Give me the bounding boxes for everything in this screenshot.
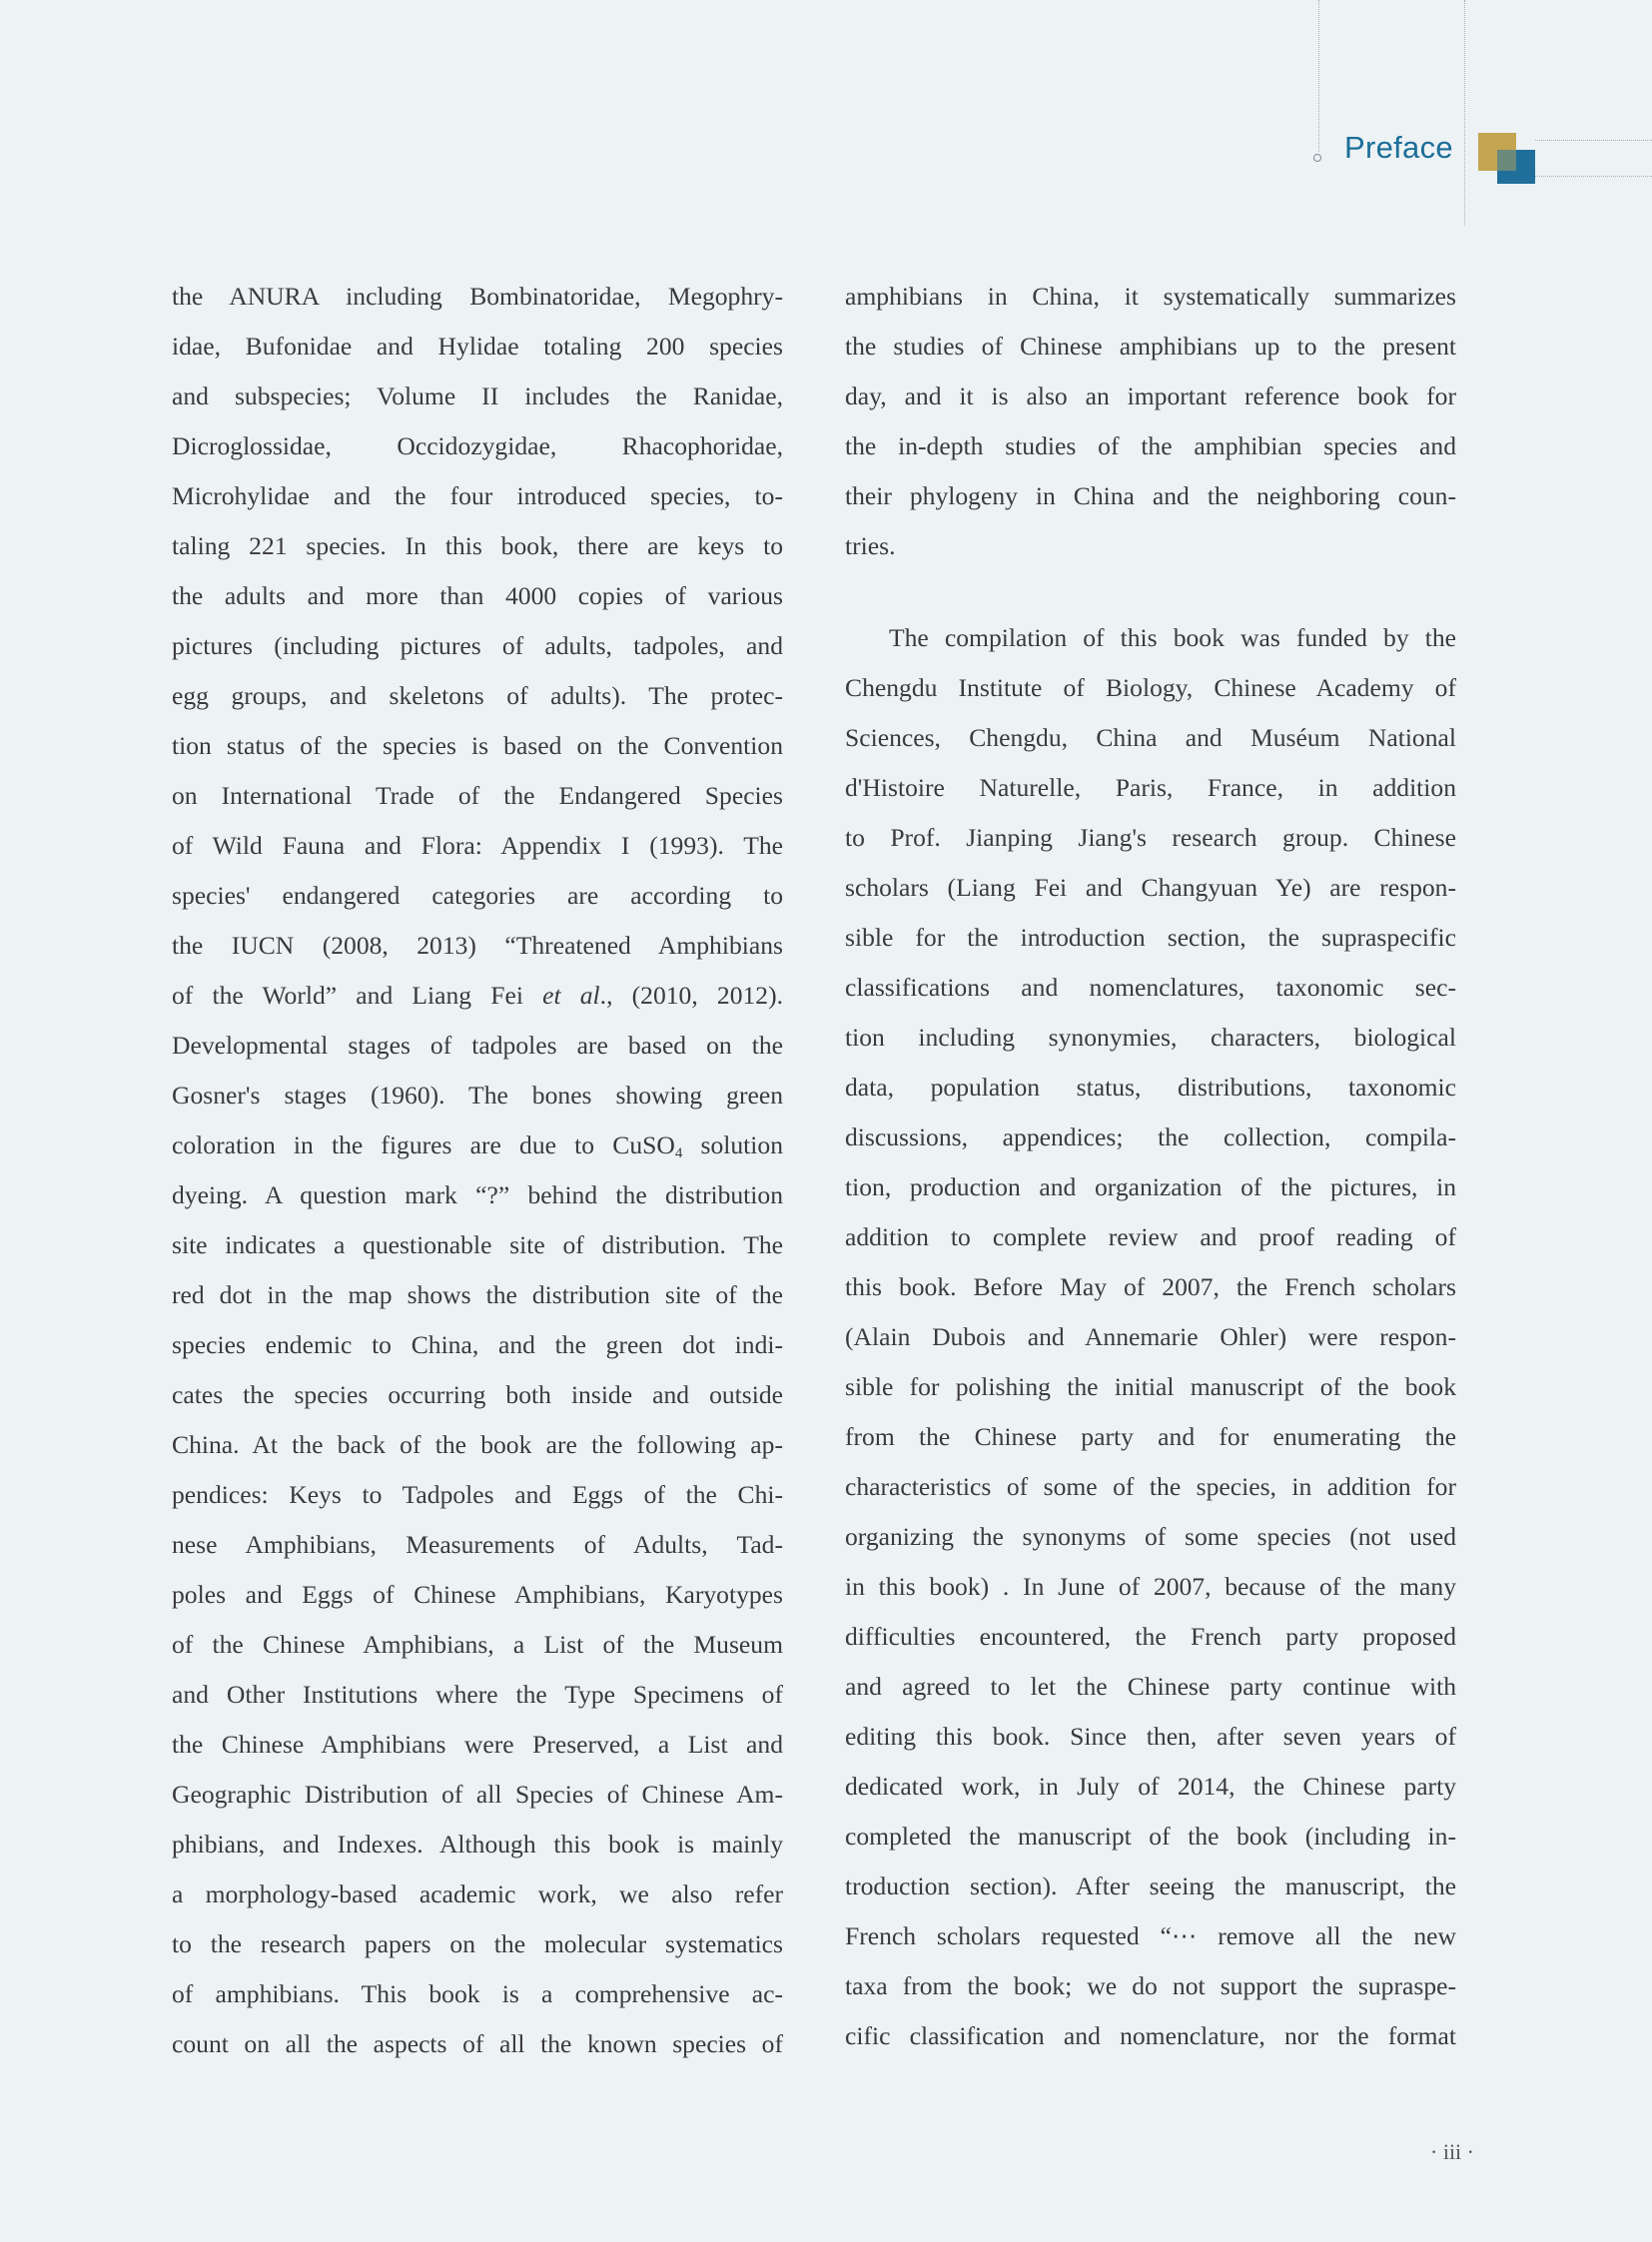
text-line: species endemic to China, and the green dot indi- [172,1330,783,1359]
text-line: data, population status, distributions, taxonomic [845,1073,1456,1102]
header-horizontal-rule-bottom [1535,176,1652,177]
paragraph-funding [845,613,1456,2061]
text-line: amphibians in China, it systematically summarizes [845,282,1456,311]
text-line: difficulties encountered, the French party proposed [845,1622,1456,1651]
text-line: on International Trade of the Endangered Species [172,781,783,810]
text-line: The compilation of this book was funded by the [889,623,1456,652]
text-line: and Other Institutions where the Type Specimens of [172,1680,783,1709]
text-line: their phylogeny in China and the neighboring coun- [845,481,1456,510]
text-line: the Chinese Amphibians were Preserved, a List and [172,1730,783,1759]
header-horizontal-rule-top [1535,140,1652,141]
text-line: of amphibians. This book is a comprehensive ac- [172,1979,783,2008]
text-line: tion including synonymies, characters, biological [845,1023,1456,1052]
text-line: tion status of the species is based on the Convention [172,731,783,760]
text-line: completed the manuscript of the book (including in- [845,1822,1456,1851]
header-vertical-rule-right [1464,0,1465,226]
text-line: egg groups, and skeletons of adults). The protec- [172,681,783,710]
text-line: organizing the synonyms of some species (not used [845,1522,1456,1551]
text-line: French scholars requested “⋯ remove all the new [845,1921,1456,1950]
text-line: and subspecies; Volume II includes the Ranidae, [172,381,783,410]
text-line: dyeing. A question mark “?” behind the distribution [172,1180,783,1209]
text-line: a morphology-based academic work, we also refer [172,1879,783,1908]
text-line: the studies of Chinese amphibians up to the present [845,332,1456,361]
text-line: discussions, appendices; the collection, compila- [845,1122,1456,1151]
text-line: phibians, and Indexes. Although this book is mainly [172,1830,783,1859]
text-line: to Prof. Jianping Jiang's research group. Chinese [845,823,1456,852]
left-text-column [172,272,783,2069]
header-bullet-icon [1313,154,1321,162]
text-line: taling 221 species. In this book, there are keys to [172,531,783,560]
text-line: cates the species occurring both inside and outside [172,1380,783,1409]
text-line: pictures (including pictures of adults, tadpoles, and [172,631,783,660]
right-text-column [845,272,1456,2061]
text-line: poles and Eggs of Chinese Amphibians, Karyotypes [172,1580,783,1609]
text-line: classifications and nomenclatures, taxonomic sec- [845,973,1456,1002]
text-line: sible for polishing the initial manuscript of the book [845,1372,1456,1401]
text-line: (Alain Dubois and Annemarie Ohler) were respon- [845,1322,1456,1351]
text-line: the in-depth studies of the amphibian species and [845,431,1456,460]
text-line: idae, Bufonidae and Hylidae totaling 200 species [172,332,783,361]
text-line: red dot in the map shows the distribution site of the [172,1280,783,1309]
text-segment: ., (2010, 2012). [599,981,784,1010]
text-line: Chengdu Institute of Biology, Chinese Academy of [845,673,1456,702]
text-line: tion, production and organization of the pictures, in [845,1172,1456,1201]
text-line [172,1121,783,1170]
header-vertical-rule-left [1318,0,1319,152]
text-line: of Wild Fauna and Flora: Appendix I (1993). The [172,831,783,860]
section-title: Preface [1344,130,1453,165]
text-line: count on all the aspects of all the known species of [172,2029,783,2058]
text-line: Sciences, Chengdu, China and Muséum National [845,723,1456,752]
text-line: Dicroglossidae, Occidozygidae, Rhacophoridae, [172,431,783,460]
paragraph-continuation [845,272,1456,571]
text-line: day, and it is also an important reference book for [845,381,1456,410]
text-line: Gosner's stages (1960). The bones showing green [172,1081,783,1110]
text-line: sible for the introduction section, the supraspecific [845,923,1456,952]
text-segment: solution [682,1130,783,1159]
subscript-text: 4 [674,1145,683,1161]
text-line: cific classification and nomenclature, nor the format [845,2021,1456,2050]
text-line: Microhylidae and the four introduced species, to- [172,481,783,510]
text-line: editing this book. Since then, after seven years of [845,1722,1456,1751]
text-line: of the Chinese Amphibians, a List of the Museum [172,1630,783,1659]
text-line: the adults and more than 4000 copies of various [172,581,783,610]
text-line: site indicates a questionable site of distribution. The [172,1230,783,1259]
text-line: and agreed to let the Chinese party continue with [845,1672,1456,1701]
decorative-square-overlap [1497,150,1516,171]
text-line: China. At the back of the book are the following ap- [172,1430,783,1459]
text-line: dedicated work, in July of 2014, the Chinese party [845,1772,1456,1801]
text-line: characteristics of some of the species, in addition for [845,1472,1456,1501]
text-line: the IUCN (2008, 2013) “Threatened Amphibians [172,931,783,960]
text-line: taxa from the book; we do not support the supraspe- [845,1971,1456,2000]
text-line: Geographic Distribution of all Species of Chinese Am- [172,1780,783,1809]
page-number: · iii · [1430,2139,1474,2164]
text-segment: of the World” and Liang Fei [172,981,543,1010]
text-line: scholars (Liang Fei and Changyuan Ye) are respon- [845,873,1456,902]
text-line: nese Amphibians, Measurements of Adults, Tad- [172,1530,783,1559]
page-header [0,0,1652,240]
text-line: from the Chinese party and for enumerating the [845,1422,1456,1451]
text-line: troduction section). After seeing the manuscript, the [845,1871,1456,1900]
text-line: species' endangered categories are according to [172,881,783,910]
text-line [172,971,783,1021]
text-line: the ANURA including Bombinatoridae, Megophry- [172,282,783,311]
text-line: d'Histoire Naturelle, Paris, France, in addition [845,773,1456,802]
text-line: pendices: Keys to Tadpoles and Eggs of the Chi- [172,1480,783,1509]
text-line: this book. Before May of 2007, the French scholars [845,1272,1456,1301]
text-line: Developmental stages of tadpoles are based on the [172,1031,783,1060]
text-line: addition to complete review and proof reading of [845,1222,1456,1251]
text-segment: coloration in the figures are due to CuSO [172,1130,675,1159]
text-line: to the research papers on the molecular systematics [172,1929,783,1958]
text-line: in this book) . In June of 2007, because of the many [845,1572,1456,1601]
italic-text: et al [542,981,600,1010]
text-line: tries. [845,531,896,560]
